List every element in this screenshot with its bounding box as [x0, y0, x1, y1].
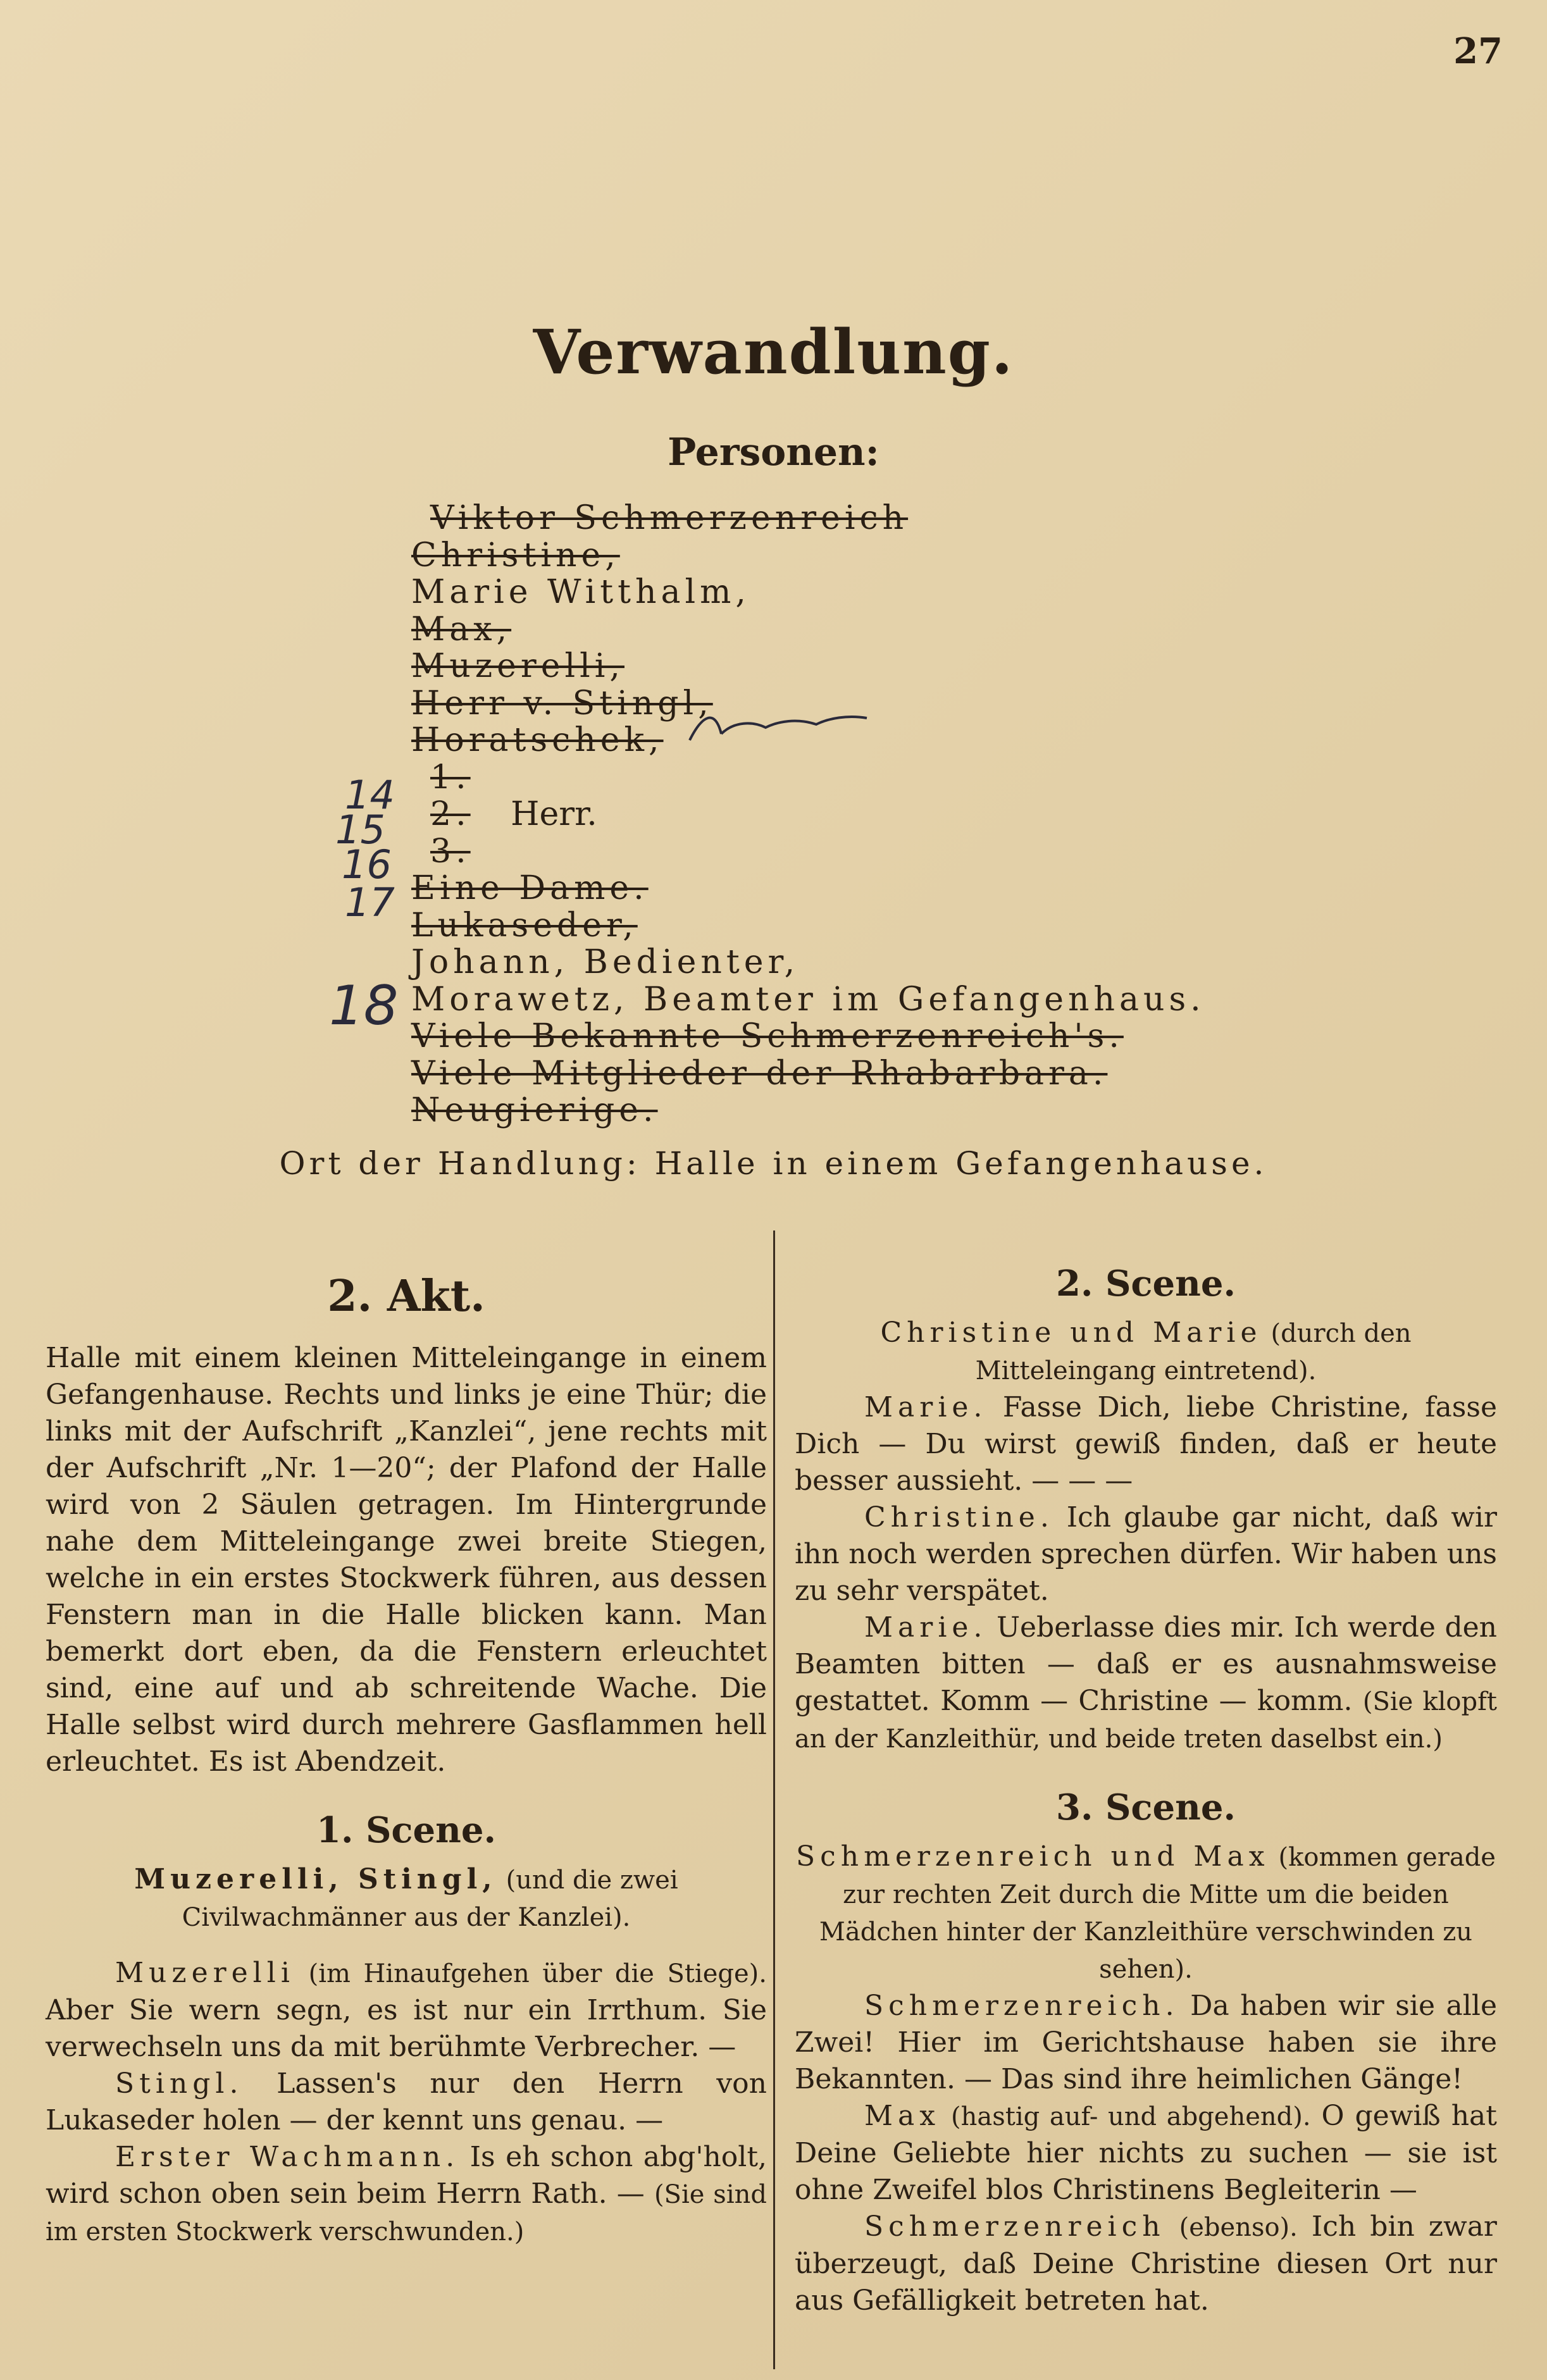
- cast-item: Eine Dame.: [411, 869, 649, 907]
- scene-cast-direction: (kommen gerade zur rechten Zeit durch die Mitte um die beiden Mädchen hinter der Kanzleithüre verschwinden zu sehen).: [819, 1843, 1496, 1984]
- dialogue-line: [795, 1499, 1497, 1609]
- speech: Ueberlasse dies mir. Ich werde den Beamten bitten — daß er es ausnahmsweise gestattet. Komm — Christine — komm.: [795, 1611, 1497, 1717]
- speech: Lassen's nur den Herrn von Lukaseder holen — der kennt uns genau. —: [46, 2067, 767, 2136]
- cast-item: Viele Mitglieder der Rhabarbara.: [411, 1054, 1108, 1093]
- scene-cast: [795, 1315, 1497, 1389]
- cast-item: Viele Bekannte Schmerzenreich's.: [411, 1017, 1124, 1055]
- speech: Da haben wir sie alle Zwei! Hier im Gerichtshause haben sie ihre Bekannten. — Das sind ihre heimlichen Gänge!: [795, 1990, 1497, 2095]
- cast-item: Morawetz, Beamter im Gefangenhaus.: [411, 980, 1205, 1019]
- stage-note: (hastig auf- und abgehend).: [951, 2102, 1311, 2131]
- scene-cast: [46, 1861, 767, 1936]
- handwritten-number: 16: [342, 841, 392, 888]
- cast-list: [411, 499, 1205, 1129]
- cast-item: Herr v. Stingl,: [411, 684, 713, 722]
- akt-heading: 2. Akt.: [327, 1271, 485, 1322]
- speech: Ich bin zwar überzeugt, daß Deine Christine diesen Ort nur aus Gefälligkeit betreten hat.: [795, 2210, 1497, 2317]
- cast-item: Max,: [411, 610, 512, 648]
- cast-item: Lukaseder,: [411, 906, 638, 945]
- handwritten-number: 18: [329, 974, 399, 1038]
- ort-der-handlung: Ort der Handlung: Halle in einem Gefangenhause.: [279, 1145, 1268, 1182]
- cast-item: [411, 759, 1171, 796]
- right-column: [795, 1253, 1497, 2319]
- scene-cast: [795, 1838, 1497, 1988]
- cast-number: 1.: [430, 758, 471, 796]
- stage-note: (ebenso).: [1179, 2213, 1298, 2242]
- cast-number: 2.: [430, 795, 471, 833]
- scene-cast-names: Schmerzenreich und Max: [796, 1840, 1270, 1873]
- speaker: Erster Wachmann.: [115, 2141, 460, 2173]
- scene-heading: 1. Scene.: [316, 1809, 496, 1851]
- speech: Is eh schon abg'holt, wird schon oben sein beim Herrn Rath. —: [46, 2141, 767, 2210]
- handwritten-number: 15: [335, 807, 385, 853]
- cast-item: Muzerelli,: [411, 647, 624, 685]
- dialogue-line: [795, 1609, 1497, 1757]
- speech: Aber Sie wern segn, es ist nur ein Irrthum. Sie verwechseln uns da mit berühmte Verbrecher. —: [46, 1994, 767, 2063]
- scene-cast-names: Christine und Marie: [880, 1317, 1262, 1349]
- stage-note: (im Hinaufgehen über die Stiege).: [308, 1959, 767, 1988]
- cast-item: Neugierige.: [411, 1091, 658, 1129]
- cast-item: [411, 796, 1171, 833]
- stage-note: (Sie klopft an der Kanzleithür, und beide treten daselbst ein.): [795, 1687, 1497, 1754]
- speech: Ich glaube gar nicht, daß wir ihn noch werden sprechen dürfen. Wir haben uns zu sehr verspätet.: [795, 1501, 1497, 1607]
- cast-number: 3.: [430, 832, 471, 871]
- scene-cast-direction: (und die zwei Civilwachmänner aus der Kanzlei).: [182, 1866, 678, 1932]
- personen-heading: Personen:: [668, 430, 879, 474]
- scene-cast-direction: (durch den Mitteleingang eintretend).: [975, 1319, 1412, 1385]
- dialogue-line: [46, 2066, 767, 2139]
- cast-item: Johann, Bedienter,: [411, 943, 800, 981]
- page-title: Verwandlung.: [533, 316, 1014, 388]
- speaker: Christine.: [864, 1501, 1054, 1534]
- dialogue-line: [795, 2098, 1497, 2209]
- column-divider: [773, 1230, 775, 2369]
- cast-herr-label: Herr.: [511, 795, 597, 833]
- scene-cast-names: Muzerelli, Stingl,: [134, 1863, 497, 1895]
- dialogue-line: [795, 2209, 1497, 2319]
- stage-direction: Halle mit einem kleinen Mitteleingange in einem Gefangenhause. Rechts und links je eine Thür; die links mit der Aufschrift „Kanzlei“, jene rechts mit der Aufschrift „Nr. 1—20“; der Plafond der Halle wird von 2 Säulen getragen. Im Hintergrunde nahe dem Mitteleingange zwei breite Stiegen, welche in ein erstes Stockwerk führen, aus dessen Fenstern man in die Halle blicken kann. Man bemerkt dort eben, da die Fenstern erleuchtet sind, eine auf und ab schreitende Wache. Die Halle selbst wird durch mehrere Gasflammen hell erleuchtet. Es ist Abendzeit.: [46, 1342, 767, 1778]
- speaker: Stingl.: [115, 2067, 244, 2100]
- cast-item: Christine,: [411, 536, 620, 574]
- speaker: Schmerzenreich.: [864, 1990, 1179, 2022]
- speech: Fasse Dich, liebe Christine, fasse Dich — Du wirst gewiß finden, daß er heute besser aussieht. — — —: [795, 1391, 1497, 1497]
- page-number: 27: [1453, 30, 1503, 72]
- dialogue-line: [795, 1389, 1497, 1499]
- handwritten-number: 14: [345, 772, 395, 818]
- speaker: Marie.: [864, 1391, 988, 1423]
- scene-heading: 3. Scene.: [1056, 1787, 1236, 1828]
- handwritten-scrawl: [683, 702, 873, 753]
- dialogue-line: [795, 1988, 1497, 2098]
- speaker: Schmerzenreich: [864, 2210, 1165, 2243]
- dialogue-line: [46, 2139, 767, 2250]
- speaker: Muzerelli: [115, 1957, 295, 1989]
- cast-item: Viktor Schmerzenreich: [430, 499, 909, 537]
- dialogue-line: [46, 1955, 767, 2066]
- scene-heading: 2. Scene.: [1056, 1263, 1236, 1305]
- handwritten-number: 17: [345, 879, 395, 926]
- stage-note: (Sie sind im ersten Stockwerk verschwunden.): [46, 2180, 767, 2247]
- speaker: Marie.: [864, 1611, 988, 1644]
- cast-item: [411, 833, 1171, 871]
- cast-item: Marie Witthalm,: [411, 573, 750, 611]
- left-column: [46, 1253, 767, 2250]
- speaker: Max: [864, 2100, 941, 2132]
- cast-item: Horatschek,: [411, 721, 664, 759]
- speech: O gewiß hat Deine Geliebte hier nichts zu suchen — sie ist ohne Zweifel blos Christinens Begleiterin —: [795, 2100, 1497, 2206]
